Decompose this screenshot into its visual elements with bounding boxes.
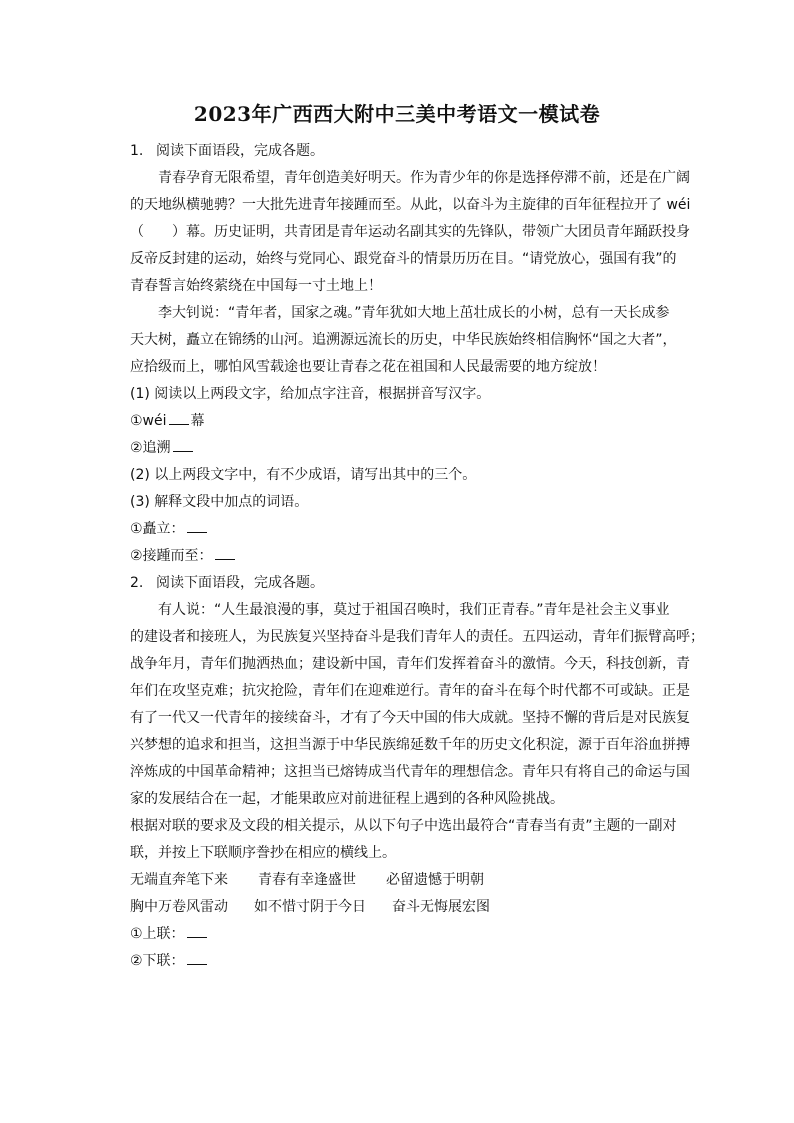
couplet-option: 青春有幸逢盛世 <box>258 872 356 888</box>
answer-item-3a <box>130 516 690 543</box>
question-prompt: 阅读下面语段，完成各题。 <box>156 143 324 159</box>
passage-line: 天大树，矗立在锦绣的山河。追溯源远流长的历史，中华民族始终相信胸怀“国之大者”， <box>130 332 677 348</box>
couplet-option: 奋斗无悔展宏图 <box>392 899 490 915</box>
couplet-options-row-2 <box>130 894 690 921</box>
passage-line: 的建设者和接班人，为民族复兴坚持奋斗是我们青年人的责任。五四运动，青年们振臂高呼； <box>130 629 704 645</box>
item-label: ①wéi <box>130 413 167 429</box>
answer-item-1b <box>130 435 690 462</box>
question-1-header <box>130 138 690 165</box>
question-number: 1. <box>130 143 144 159</box>
couplet-option: 必留遗憾于明朝 <box>386 872 484 888</box>
answer-blank[interactable] <box>169 409 189 425</box>
couplet-option: 胸中万卷风雷动 <box>130 899 228 915</box>
item-label: 幕 <box>190 413 205 429</box>
answer-blank[interactable] <box>173 436 193 452</box>
passage-line: 有人说：“人生最浪漫的事，莫过于祖国召唤时，我们正青春。”青年是社会主义事业 <box>158 602 670 618</box>
question-2-header <box>130 570 690 597</box>
item-label: ②下联： <box>130 953 185 969</box>
passage-line: 淬炼成的中国革命精神；这担当已熔铸成当代青年的理想信念。青年只有将自己的命运与国 <box>130 764 690 780</box>
question-number: 2. <box>130 575 144 591</box>
passage-line: 李大钊说：“青年者，国家之魂。”青年犹如大地上茁壮成长的小树，总有一天长成参 <box>158 305 670 321</box>
passage-line: 应拾级而上，哪怕风雪载途也要让青春之花在祖国和人民最需要的地方绽放！ <box>130 359 606 375</box>
sub-question-1: (1) 阅读以上两段文字，给加点字注音，根据拼音写汉字。 <box>130 386 491 402</box>
item-label: ①矗立： <box>130 521 185 537</box>
instruction-line: 根据对联的要求及文段的相关提示，从以下句子中选出最符合“青春当有责”主题的一副对 <box>130 818 677 834</box>
passage-line: 反帝反封建的运动，始终与党同心、跟党奋斗的情景历历在目。“请党放心，强国有我”的 <box>130 251 677 267</box>
exam-content <box>130 138 704 975</box>
couplet-options-row-1 <box>130 867 690 894</box>
passage-line: 的天地纵横驰骋？一大批先进青年接踵而至。从此，以奋斗为主旋律的百年征程拉开了 wéi <box>130 197 691 213</box>
item-label: ①上联： <box>130 926 185 942</box>
item-label: ②追溯 <box>130 440 171 456</box>
answer-upper-couplet <box>130 921 690 948</box>
passage-line: 年们在攻坚克难；抗灾抢险，青年们在迎难逆行。青年的奋斗在每个时代都不可或缺。正是 <box>130 683 690 699</box>
instruction-line: 联，并按上下联顺序誊抄在相应的横线上。 <box>130 845 396 861</box>
answer-item-3b <box>130 543 690 570</box>
passage-line: 青春誓言始终萦绕在中国每一寸土地上！ <box>130 278 382 294</box>
answer-blank[interactable] <box>187 517 207 533</box>
passage-line: （ ）幕。历史证明，共青团是青年运动名副其实的先锋队，带领广大团员青年踊跃投身 <box>130 224 690 240</box>
couplet-option: 如不惜寸阴于今日 <box>254 899 366 915</box>
answer-item-1a <box>130 408 690 435</box>
answer-blank[interactable] <box>215 544 235 560</box>
answer-lower-couplet <box>130 948 690 975</box>
item-label: ②接踵而至： <box>130 548 213 564</box>
couplet-option: 无端直奔笔下来 <box>130 872 228 888</box>
sub-question-3: (3) 解释文段中加点的词语。 <box>130 494 309 510</box>
passage-line: 家的发展结合在一起，才能果敢应对前进征程上遇到的各种风险挑战。 <box>130 791 564 807</box>
passage-line: 兴梦想的追求和担当，这担当源于中华民族绵延数千年的历史文化积淀，源于百年浴血拼搏 <box>130 737 690 753</box>
passage-line: 有了一代又一代青年的接续奋斗，才有了今天中国的伟大成就。坚持不懈的背后是对民族复 <box>130 710 690 726</box>
answer-blank[interactable] <box>187 922 207 938</box>
sub-question-2: (2) 以上两段文字中，有不少成语，请写出其中的三个。 <box>130 467 477 483</box>
passage-line: 青春孕育无限希望，青年创造美好明天。作为青少年的你是选择停滞不前，还是在广阔 <box>158 170 690 186</box>
question-prompt: 阅读下面语段，完成各题。 <box>156 575 324 591</box>
exam-title: 2023年广西西大附中三美中考语文一模试卷 <box>193 102 601 126</box>
answer-blank[interactable] <box>187 949 207 965</box>
passage-line: 战争年月，青年们抛洒热血；建设新中国，青年们发挥着奋斗的激情。今天，科技创新，青 <box>130 656 690 672</box>
